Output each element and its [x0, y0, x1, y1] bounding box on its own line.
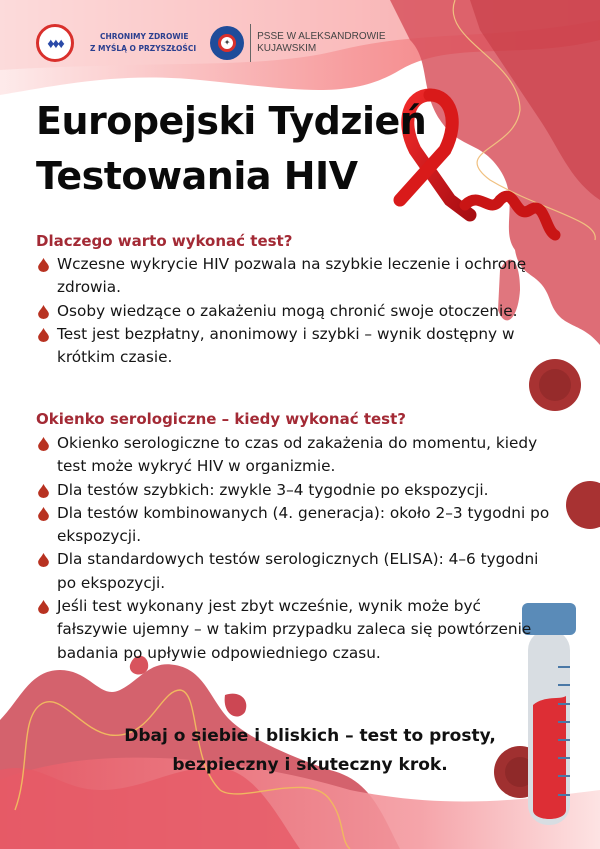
- blood-drop-icon: [38, 553, 49, 567]
- list-item: Dla testów kombinowanych (4. generacja): około 2–3 tygodni po ekspozycji.: [36, 502, 556, 549]
- list-item: Dla testów szybkich: zwykle 3–4 tygodnie po ekspozycji.: [36, 479, 556, 502]
- page-title: Europejski Tydzień Testowania HIV: [36, 99, 427, 198]
- blood-drop-icon: [38, 437, 49, 451]
- header-logos: [36, 24, 386, 62]
- serological-window-list: [36, 432, 556, 665]
- section-heading-serological-window: Okienko serologiczne – kiedy wykonać test?: [36, 410, 406, 428]
- list-item: Test jest bezpłatny, anonimowy i szybki – wynik dostępny w krótkim czasie.: [36, 323, 556, 370]
- blood-drop-icon: [38, 328, 49, 342]
- list-item: Okienko serologiczne to czas od zakażenia do momentu, kiedy test może wykryć HIV w organizmie.: [36, 432, 556, 479]
- blood-drop-icon: [38, 600, 49, 614]
- blood-drop-icon: [38, 305, 49, 319]
- blood-drop-icon: [38, 507, 49, 521]
- closing-message: Dbaj o siebie i bliskich – test to prosty, bezpieczny i skuteczny krok.: [124, 726, 496, 775]
- psse-name: PSSE W ALEKSANDROWIE KUJAWSKIM: [257, 31, 386, 54]
- blood-drop-icon: [38, 258, 49, 272]
- logo-divider: [250, 24, 251, 62]
- list-item: Dla standardowych testów serologicznych (ELISA): 4–6 tygodni po ekspozycji.: [36, 548, 556, 595]
- blood-drop-icon: [38, 484, 49, 498]
- section-heading-why-test: Dlaczego warto wykonać test?: [36, 232, 293, 250]
- list-item: Osoby wiedzące o zakażeniu mogą chronić swoje otoczenie.: [36, 300, 556, 323]
- list-item: Wczesne wykrycie HIV pozwala na szybkie leczenie i ochronę zdrowia.: [36, 253, 556, 300]
- campaign-logo-text: CHRONIMY ZDROWIE Z MYŚLĄ O PRZYSZŁOŚCI: [90, 32, 197, 53]
- state-sanitary-inspection-emblem-icon: ✦: [210, 26, 244, 60]
- why-test-list: [36, 253, 556, 369]
- list-item: Jeśli test wykonany jest zbyt wcześnie, wynik może być fałszywie ujemny – w takim przypadku zaleca się powtórzenie badania po upływie odpowiedniego czasu.: [36, 595, 556, 665]
- hands-people-logo-icon: ♦♦♦: [36, 24, 74, 62]
